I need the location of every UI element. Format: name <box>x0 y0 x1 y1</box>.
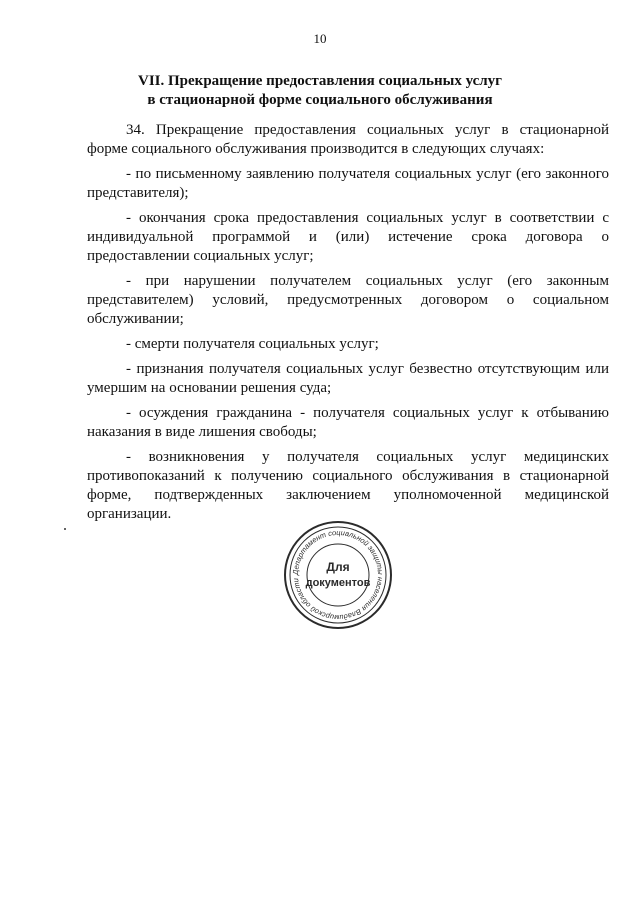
section-title-line-1: VII. Прекращение предоставления социальных услуг <box>138 73 502 89</box>
page-number: 10 <box>313 31 327 46</box>
section-title-line-2: в стационарной форме социального обслуживания <box>147 92 493 108</box>
list-item: - смерти получателя социальных услуг; <box>126 336 379 352</box>
stamp-center-line-1: Для <box>326 560 350 574</box>
stamp-center-ring <box>307 544 369 606</box>
list-item: - признания получателя социальных услуг безвестно отсутствующим или умершим на основании решения суда; <box>87 361 609 396</box>
section-title <box>60 72 580 110</box>
official-stamp <box>282 519 394 631</box>
list-item: - окончания срока предоставления социальных услуг в соответствии с индивидуальной программой и (или) истечение срока договора о предоставлении социальных услуг; <box>87 210 609 264</box>
scan-speck <box>64 528 66 530</box>
stamp-outer-ring <box>285 522 391 628</box>
stamp-inner-ring <box>290 527 386 623</box>
stamp-ring-text: Департамент социальной защиты населения Владимирской области <box>290 527 386 623</box>
list-item: - осуждения гражданина - получателя социальных услуг к отбыванию наказания в виде лишения свободы; <box>87 405 609 440</box>
list-item: - при нарушении получателем социальных услуг (его законным представителем) условий, предусмотренных договором о социальном обслуживании; <box>87 273 609 327</box>
list-item: - по письменному заявлению получателя социальных услуг (его законного представителя); <box>87 166 609 201</box>
paragraph-intro: 34. Прекращение предоставления социальных услуг в стационарной форме социального обслуживания производится в следующих случаях: <box>87 122 609 157</box>
list-item: - возникновения у получателя социальных услуг медицинских противопоказаний к получению социального обслуживания в стационарной форме, подтвержденных заключением уполномоченной медицинской организации. <box>87 449 609 522</box>
stamp-icon <box>282 519 394 631</box>
stamp-center-line-2: документов <box>305 577 371 589</box>
body-text <box>87 121 609 530</box>
